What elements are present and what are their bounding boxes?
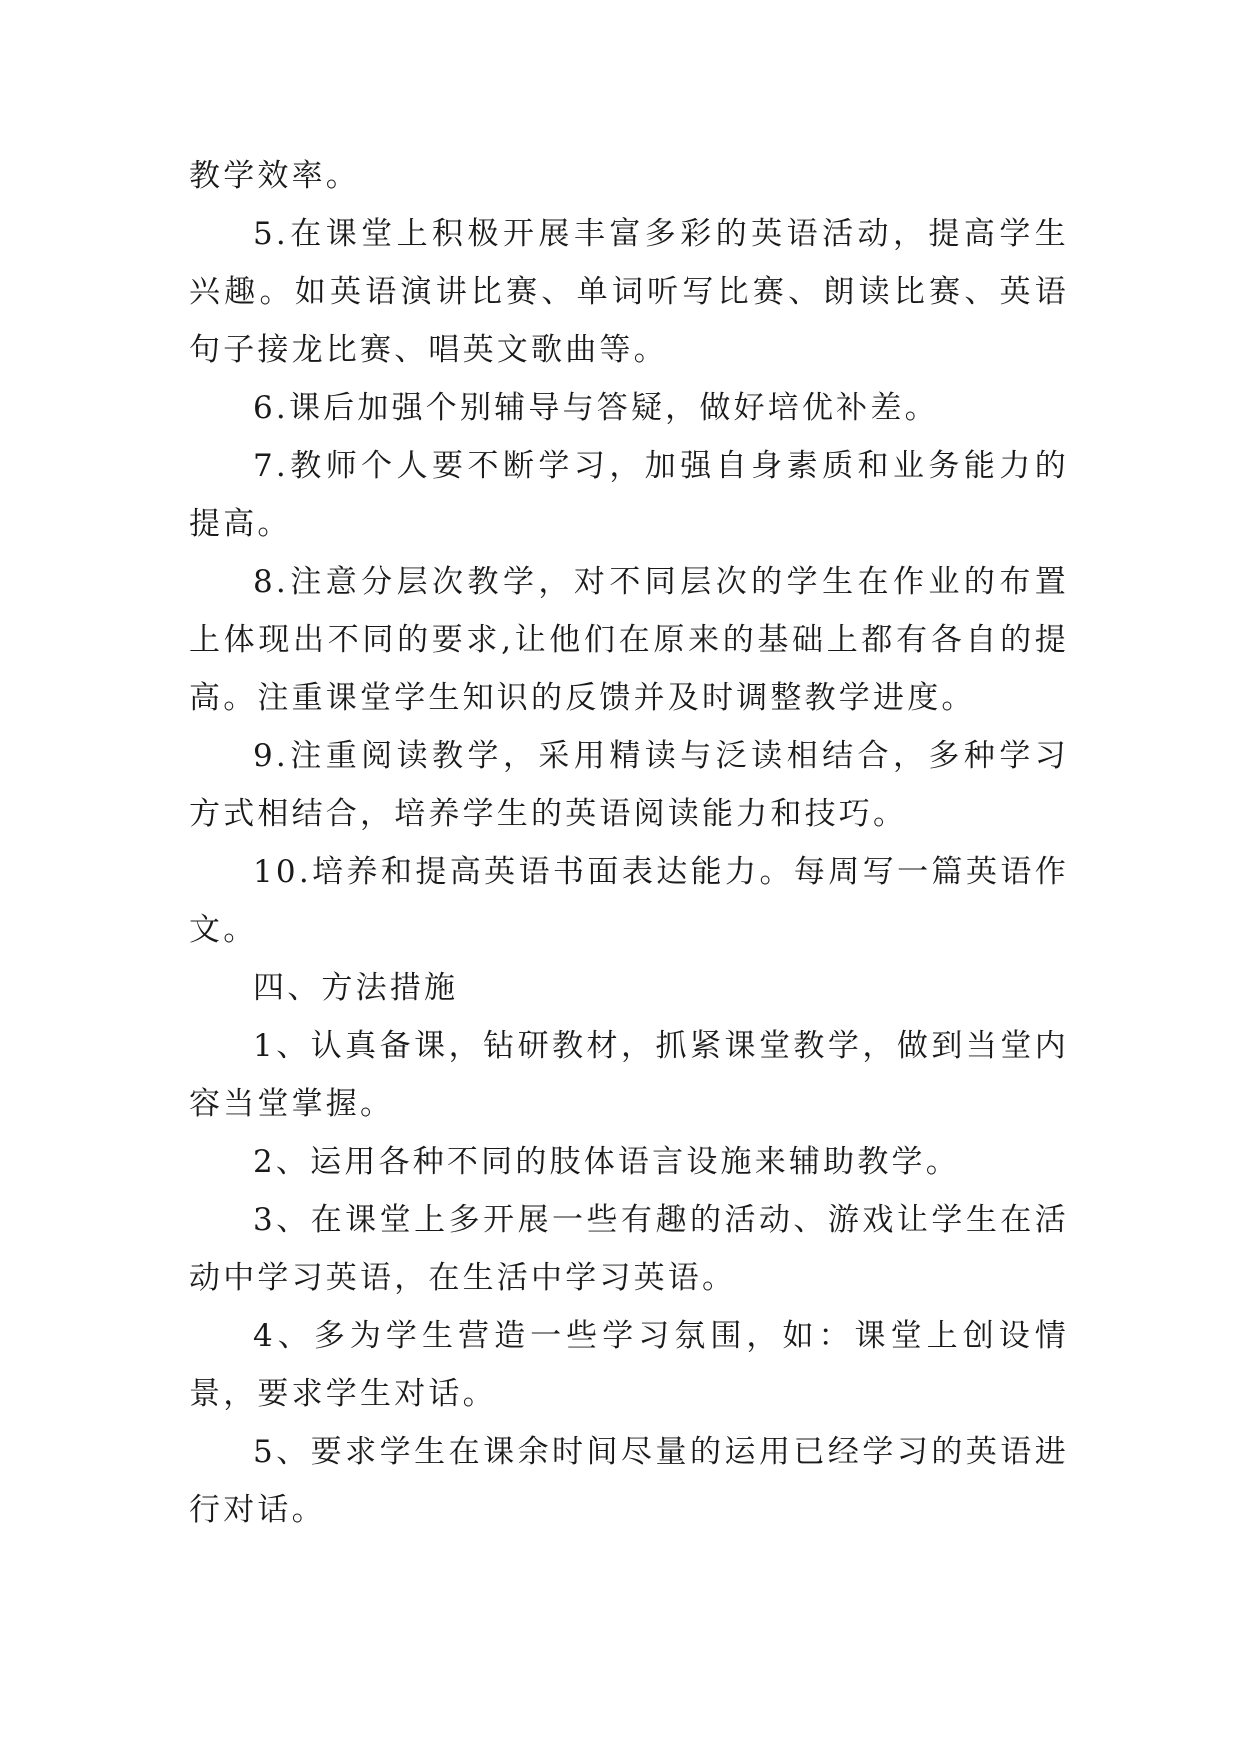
paragraph-item-8: 8.注意分层次教学，对不同层次的学生在作业的布置上体现出不同的要求,让他们在原来的基础上都有各自的提高。注重课堂学生知识的反馈并及时调整教学进度。 — [189, 564, 1069, 716]
measure-item-4: 4、多为学生营造一些学习氛围，如：课堂上创设情景，要求学生对话。 — [189, 1318, 1069, 1412]
measure-item-5: 5、要求学生在课余时间尽量的运用已经学习的英语进行对话。 — [189, 1434, 1069, 1528]
paragraph-continuation: 教学效率。 — [189, 158, 360, 194]
document-body — [189, 147, 1069, 1539]
paragraph-item-10: 10.培养和提高英语书面表达能力。每周写一篇英语作文。 — [189, 854, 1069, 948]
paragraph-item-9: 9.注重阅读教学，采用精读与泛读相结合，多种学习方式相结合，培养学生的英语阅读能力和技巧。 — [189, 738, 1069, 832]
paragraph-item-5: 5.在课堂上积极开展丰富多彩的英语活动，提高学生兴趣。如英语演讲比赛、单词听写比赛、朗读比赛、英语句子接龙比赛、唱英文歌曲等。 — [189, 216, 1069, 368]
paragraph-item-7: 7.教师个人要不断学习，加强自身素质和业务能力的提高。 — [189, 448, 1069, 542]
measure-item-2: 2、运用各种不同的肢体语言设施来辅助教学。 — [253, 1144, 960, 1180]
paragraph-item-6: 6.课后加强个别辅导与答疑，做好培优补差。 — [253, 390, 939, 426]
measure-item-3: 3、在课堂上多开展一些有趣的活动、游戏让学生在活动中学习英语，在生活中学习英语。 — [189, 1202, 1069, 1296]
measure-item-1: 1、认真备课，钻研教材，抓紧课堂教学，做到当堂内容当堂掌握。 — [189, 1028, 1069, 1122]
section-heading: 四、方法措施 — [253, 970, 459, 1006]
